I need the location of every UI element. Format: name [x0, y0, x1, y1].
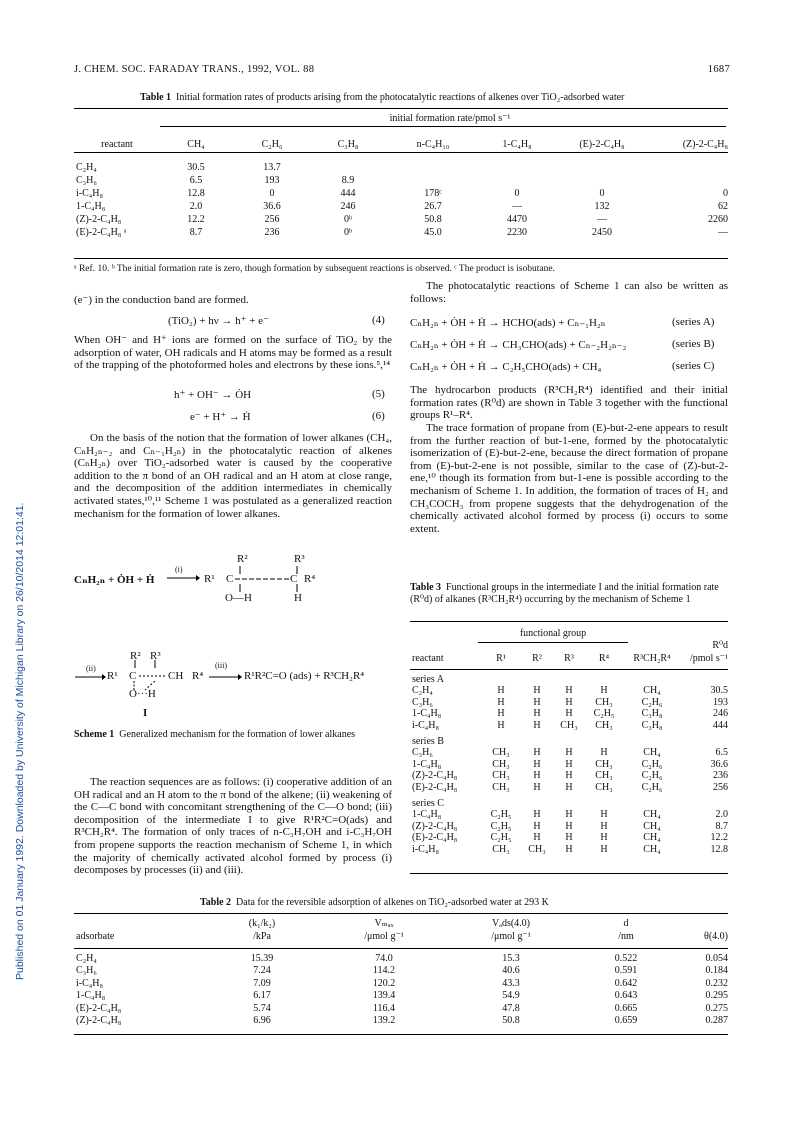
table3-row: [410, 708, 730, 720]
table2-cell: 0.295: [705, 990, 728, 1002]
table3-cell: H: [600, 843, 608, 855]
table2-header: adsorbate: [76, 930, 115, 942]
table1-cell: 444: [340, 188, 356, 199]
table3-cell: H: [533, 685, 541, 697]
scheme-r3: R³: [294, 553, 305, 565]
table3-cell: 256: [713, 781, 728, 793]
table1-cell: 2450: [592, 227, 612, 238]
table3-cell: CH₃: [492, 758, 510, 770]
table1-cell: 236: [264, 227, 280, 238]
table1-cell: —: [718, 227, 728, 238]
table3-series-label: series A: [412, 673, 444, 685]
table2-header: /kPa: [253, 930, 271, 942]
table3-cell: H: [600, 809, 608, 821]
table2-header-top: d: [623, 918, 629, 929]
table3-cell: H: [533, 820, 541, 832]
table2-row: [74, 990, 730, 1003]
table1-col-reactant: reactant: [101, 138, 133, 150]
table3-col-header: R³CH₂R⁴: [633, 652, 671, 664]
table2-row: [74, 952, 730, 965]
table3-cell: H: [533, 781, 541, 793]
scheme-c-b: C: [129, 670, 137, 682]
table3-cell: H: [533, 832, 541, 844]
table3-cell: H: [497, 719, 505, 731]
table3-cell: H: [533, 708, 541, 720]
table2-cell: 7.24: [253, 965, 271, 977]
table3-row: [410, 747, 730, 759]
table3-cell: 30.5: [710, 685, 728, 697]
table2-cell: 116.4: [372, 1002, 396, 1014]
table3-cell: 444: [713, 719, 728, 731]
page-number: 1687: [707, 64, 730, 75]
table3-cell: CH₄: [643, 820, 661, 832]
table3-cell: CH₄: [643, 809, 661, 821]
scheme-oh-b: O···H: [129, 688, 156, 700]
table3-cell: CH₃: [595, 781, 613, 793]
download-watermark-text: Published on 01 January 1992. Downloaded by University of Michigan Library on 26/10/2014 12:01:41.: [14, 502, 26, 980]
series-b-label: (series B): [672, 338, 715, 350]
table2-row: [74, 1002, 730, 1015]
table1-cell: 13.7: [263, 162, 281, 173]
table3-cell: 6.5: [715, 747, 728, 759]
table3-cell: 246: [713, 708, 728, 720]
table1-col-header: C₂H₆: [261, 138, 283, 150]
table2-cell: 0.522: [614, 952, 638, 964]
table3-col-rate-unit: /pmol s⁻¹: [689, 652, 728, 664]
scheme-step-iii: (iii): [215, 661, 227, 670]
table2-cell: 0.054: [705, 952, 728, 964]
table2-header-top: Vₐds(4.0): [491, 918, 530, 929]
table3-cell: C₂H₅: [490, 820, 512, 832]
table3-cell: CH₃: [595, 758, 613, 770]
table3-cell: C₃H₈: [641, 708, 663, 720]
table1-cell: 132: [594, 201, 610, 212]
table1-cell: 36.6: [263, 201, 281, 212]
table3-cell: H: [533, 747, 541, 759]
table2-cell: (E)-2-C₄H₈: [76, 1002, 122, 1014]
table3-col-header: R²: [532, 652, 542, 664]
table3-cell: CH₃: [492, 781, 510, 793]
scheme-step-i: (i): [175, 565, 183, 574]
table1-reactant-cell: (Z)-2-C₄H₈: [76, 214, 122, 225]
table2-cell: 0.642: [614, 977, 638, 989]
table3-span-header: functional group: [519, 628, 587, 639]
table2-cell: C₂H₄: [76, 952, 97, 964]
table2-row: [74, 977, 730, 990]
table3-row: [410, 821, 730, 833]
table3-col-header: R³: [564, 652, 574, 664]
table1-col-header: (E)-2-C₄H₈: [579, 138, 625, 150]
table3-col-reactant: reactant: [412, 652, 444, 664]
table2-header: /μmol g⁻¹: [491, 930, 531, 942]
table3-cell: H: [533, 809, 541, 821]
table3-cell: (Z)-2-C₄H₈: [412, 820, 458, 832]
table1-caption-text: Initial formation rates of products arising from the photocatalytic reactions of alkenes over TiO₂-adsorbed water: [176, 92, 625, 103]
left-para-3: On the basis of the notion that the formation of lower alkanes (CH₄, CₙH₂ₙ₋₂ and Cₙ₋₁H₂ₙ) in the photocatalytic reaction of alkenes (CₙH₂ₙ) over TiO₂-adsorbed water is caused by the cooperative addition to the π bond of an OH radical and an H atom at close range, and the decomposition of the addition intermediates in chemically activated states,¹⁰,¹¹ Scheme 1 was postulated as a generalized reaction mechanism for the formation of lower alkanes.: [74, 432, 392, 520]
table3-cell: C₂H₅: [593, 708, 615, 720]
table3-cell: H: [565, 758, 573, 770]
download-watermark: [2, 110, 26, 990]
table3-cell: C₂H₆: [641, 781, 663, 793]
table3-row: [410, 759, 730, 771]
table1-row: [74, 226, 730, 239]
table2-cell: 50.8: [502, 1015, 520, 1027]
table3-cell: 36.6: [710, 758, 728, 770]
table1-cell: 45.0: [424, 227, 442, 238]
table1-cell: [384, 161, 482, 174]
table3-cell: 12.2: [710, 832, 728, 844]
scheme-intermediate: I: [143, 707, 148, 719]
equation-4-number: (4): [372, 314, 385, 326]
table1-cell: [652, 174, 730, 187]
equation-5-number: (5): [372, 388, 385, 400]
table2-cell: 1-C₄H₈: [76, 990, 106, 1002]
table3-row: [410, 685, 730, 697]
table3-row: [410, 809, 730, 821]
table3-caption: [410, 582, 728, 606]
table3-cell: CH₄: [643, 685, 661, 697]
table1-cell: 0: [723, 188, 728, 199]
table3-cell: 2.0: [715, 809, 728, 821]
scheme-r2: R²: [237, 553, 248, 565]
scheme-caption: [74, 729, 392, 741]
table3-cell: H: [565, 696, 573, 708]
table3-col-header: R⁴: [598, 652, 610, 664]
table3-cell: C₂H₄: [412, 685, 433, 697]
table3-cell: C₂H₆: [641, 758, 663, 770]
table3-cell: H: [497, 685, 505, 697]
table3-col-header: R¹: [496, 652, 506, 664]
table1-cell: [482, 174, 552, 187]
table3-cell: CH₃: [492, 843, 510, 855]
table3-cell: (Z)-2-C₄H₈: [412, 770, 458, 782]
table3-cell: 1-C₄H₈: [412, 758, 442, 770]
table3-cell: H: [533, 719, 541, 731]
table2-header-top: Vₘₐₓ: [374, 918, 394, 929]
table1-cell: 2.0: [189, 201, 203, 212]
table3-label: Table 3: [410, 582, 442, 593]
table2-label: Table 2: [200, 897, 232, 908]
table3-row: [410, 720, 730, 732]
table2-cell: i-C₄H₈: [76, 977, 103, 989]
table3-cell: H: [533, 696, 541, 708]
table3-cell: H: [565, 747, 573, 759]
table3-cell: CH₄: [643, 747, 661, 759]
table3-cell: i-C₄H₈: [412, 719, 439, 731]
table1-cell: 246: [340, 201, 356, 212]
table3-cell: C₂H₆: [641, 770, 663, 782]
table3-cell: CH₃: [492, 770, 510, 782]
table3-series-label: series C: [412, 797, 444, 809]
table2-cell: (Z)-2-C₄H₈: [76, 1015, 122, 1027]
table1-cell: 178ᶜ: [424, 188, 442, 199]
table1-cell: 4470: [507, 214, 527, 225]
table3-cell: C₃H₈: [641, 719, 663, 731]
table2-cell: 6.96: [253, 1015, 271, 1027]
table3-cell: CH₄: [643, 832, 661, 844]
scheme-label: Scheme 1: [74, 729, 115, 740]
table3-cell: H: [565, 770, 573, 782]
table2-cell: 6.17: [253, 990, 271, 1002]
table1-col-header: CH₄: [187, 138, 205, 150]
table1-reactant-cell: i-C₄H₈: [76, 188, 103, 199]
table2-cell: 47.8: [502, 1002, 520, 1014]
table1-cell: 50.8: [424, 214, 442, 225]
table3-cell: H: [600, 685, 608, 697]
table1-row: [74, 174, 730, 187]
equation-6-number: (6): [372, 410, 385, 422]
table3-cell: H: [497, 708, 505, 720]
table3-cell: H: [565, 809, 573, 821]
table2-cell: 114.2: [372, 965, 396, 977]
scheme-arrow-iii: [208, 672, 242, 682]
scheme-step-ii: (ii): [86, 664, 96, 673]
table3-cell: H: [565, 781, 573, 793]
table3: [410, 651, 730, 855]
table1-footnote: ᵃ Ref. 10. ᵇ The initial formation rate is zero, though formation by subsequent reactions is observed. ᶜ The product is isobutane.: [74, 264, 555, 274]
table2-cell: 0.659: [614, 1015, 638, 1027]
table3-cell: CH₃: [492, 747, 510, 759]
table2-cell: 0.643: [614, 990, 638, 1002]
table3-cell: 1-C₄H₈: [412, 809, 442, 821]
table2-cell: 0.275: [705, 1002, 728, 1014]
table2-caption-text: Data for the reversible adsorption of alkenes on TiO₂-adsorbed water at 293 K: [236, 897, 549, 908]
table1-cell: 0: [269, 188, 275, 199]
table1-row: [74, 161, 730, 174]
scheme-r4: R⁴: [304, 573, 316, 585]
table3-cell: H: [600, 832, 608, 844]
table1-cell: [312, 161, 384, 174]
scheme-r1-b: R¹: [107, 670, 118, 682]
table3-cell: C₂H₅: [490, 809, 512, 821]
table2-cell: 0.287: [705, 1015, 728, 1027]
table2-cell: 43.3: [502, 977, 520, 989]
scheme-reactants: CₙH₂ₙ + ȮH + Ḣ: [74, 574, 155, 586]
table2-cell: 0.232: [705, 977, 728, 989]
table1-row: [74, 213, 730, 226]
table1-col-header: (Z)-2-C₄H₈: [682, 138, 728, 150]
table1-col-header: n-C₄H₁₀: [416, 138, 450, 150]
table2-cell: 5.74: [253, 1002, 271, 1014]
table3-cell: C₃H₆: [412, 696, 433, 708]
scheme-caption-text: Generalized mechanism for the formation of lower alkanes: [119, 729, 356, 740]
table3-row: [410, 697, 730, 709]
table3-cell: (E)-2-C₄H₈: [412, 832, 458, 844]
right-para-2: The hydrocarbon products (R³CH₂R⁴) identified and their initial formation rates (R⁰d) are shown in Table 3 together with the functional groups R¹–R⁴.: [410, 384, 728, 422]
table2-cell: 139.4: [372, 990, 396, 1002]
table3-cell: i-C₄H₈: [412, 843, 439, 855]
table1-row: [74, 187, 730, 200]
table3-cell: H: [600, 747, 608, 759]
table3-cell: CH₃: [595, 696, 613, 708]
scheme-c2: C: [290, 573, 298, 585]
table2-cell: 40.6: [502, 965, 520, 977]
equation-6: e⁻ + H⁺ → Ḣ: [190, 411, 251, 423]
table1-cell: —: [512, 201, 522, 212]
table3-cell: C₂H₅: [490, 832, 512, 844]
table3-caption-text: Functional groups in the intermediate I and the initial formation rate (R⁰d) of alkanes (R³CH₂R⁴) occurring by the mechanism of Scheme 1: [410, 582, 719, 605]
table3-cell: C₃H₆: [412, 747, 433, 759]
table3-cell: H: [565, 832, 573, 844]
table1-cell: 0ᵇ: [343, 214, 353, 225]
table2-header: θ(4.0): [704, 930, 728, 942]
table3-cell: CH₄: [643, 843, 661, 855]
table1-cell: 2230: [507, 227, 527, 238]
table1-row: [74, 200, 730, 213]
scheme-r2-b: R²: [130, 650, 141, 662]
table3-cell: CH₃: [528, 843, 546, 855]
scheme-c1: C: [226, 573, 234, 585]
table2-caption: [200, 897, 720, 908]
table3-cell: CH₃: [595, 770, 613, 782]
table1-col-header: 1-C₄H₈: [502, 138, 532, 150]
table1-cell: 256: [264, 214, 280, 225]
table1-cell: 2260: [708, 214, 728, 225]
table3-cell: C₂H₆: [641, 696, 663, 708]
table1-caption: [140, 92, 720, 103]
table2: [74, 918, 730, 1027]
table3-series-label: series B: [412, 735, 444, 747]
table2-cell: 0.591: [614, 965, 638, 977]
table3-cell: H: [565, 708, 573, 720]
table1-reactant-cell: C₃H₆: [76, 175, 97, 186]
table1-reactant-cell: (E)-2-C₄H₈ ᵃ: [76, 227, 127, 238]
table1-label: Table 1: [140, 92, 172, 103]
equation-5: h⁺ + OH⁻ → ȮH: [174, 389, 252, 401]
table1-cell: —: [597, 214, 607, 225]
table1-cell: 30.5: [187, 162, 205, 173]
table3-cell: 1-C₄H₈: [412, 708, 442, 720]
table3-cell: CH₃: [595, 719, 613, 731]
series-a-label: (series A): [672, 316, 715, 328]
table1-cell: 0: [599, 188, 605, 199]
table1: [74, 136, 730, 239]
table1-cell: [652, 161, 730, 174]
table1-cell: 62: [718, 201, 728, 212]
table1-cell: 12.8: [187, 188, 205, 199]
scheme-arrow-i: [166, 572, 200, 582]
table1-cell: [384, 174, 482, 187]
table3-cell: H: [533, 758, 541, 770]
table3-row: [410, 782, 730, 794]
right-para-1: The photocatalytic reactions of Scheme 1 can also be written as follows:: [410, 280, 728, 305]
table1-cell: 8.9: [341, 175, 355, 186]
table1-cell: 8.7: [189, 227, 203, 238]
table2-header: /μmol g⁻¹: [364, 930, 404, 942]
table3-row: [410, 770, 730, 782]
table1-col-header: C₃H₈: [337, 138, 359, 150]
table2-cell: 74.0: [375, 952, 393, 964]
scheme-products: R¹R²C=O (ads) + R³CH₂R⁴: [244, 670, 365, 682]
table2-cell: 15.3: [502, 952, 520, 964]
table3-cell: 193: [713, 696, 728, 708]
table1-cell: 0ᵇ: [343, 227, 353, 238]
left-para-4: The reaction sequences are as follows: (i) cooperative addition of an OH radical and an H atom to the π bond of the alkene; (ii) weakening of the C—C bond with concomitant strengthening of the C—O bond; (iii) decomposition of the intermediate I to give R¹R²C=O(ads) and R³CH₂R⁴. The formation of only traces of n-C₃H₇OH and i-C₃H₇OH from propene supports the reaction mechanism of Scheme 1, in which the majority of chemically activated alcohol formed by process (i) decomposes by processes (ii) and (iii).: [74, 776, 392, 877]
table3-cell: CH₃: [560, 719, 578, 731]
scheme-r3-b: R³: [150, 650, 161, 662]
scheme-h: H: [294, 592, 302, 604]
table2-cell: 120.2: [372, 977, 396, 989]
table3-cell: 12.8: [710, 843, 728, 855]
table2-cell: 7.09: [253, 977, 271, 989]
left-para-2: When OH⁻ and H⁺ ions are formed on the surface of TiO₂ by the adsorption of water, OH radicals and H atoms may be formed as a result of the trapping of the photoformed holes and electrons by these ions.⁵,¹⁴: [74, 334, 392, 372]
scheme-ch: CH: [168, 670, 184, 682]
table2-cell: 0.184: [705, 965, 728, 977]
scheme-r4-b: R⁴: [192, 670, 204, 682]
table3-row: [410, 832, 730, 844]
table2-row: [74, 965, 730, 978]
table3-cell: H: [565, 820, 573, 832]
table2-cell: 0.665: [614, 1002, 638, 1014]
table3-cell: (E)-2-C₄H₈: [412, 781, 458, 793]
table2-header-top: (k₁/k₂): [248, 918, 276, 929]
table2-header: /nm: [618, 930, 634, 942]
table3-cell: H: [533, 770, 541, 782]
left-para-1: (e⁻) in the conduction band are formed.: [74, 294, 249, 306]
table3-col-rate-symbol: R⁰d: [712, 640, 728, 651]
table1-cell: [482, 161, 552, 174]
table3-cell: H: [497, 696, 505, 708]
table1-cell: 0: [514, 188, 520, 199]
series-b-equation: CₙH₂ₙ + ȮH + Ḣ → CH₃CHO(ads) + Cₙ₋₂H₂ₙ₋₂: [410, 339, 627, 351]
table2-cell: 54.9: [502, 990, 520, 1002]
table3-cell: H: [565, 685, 573, 697]
table1-cell: 193: [264, 175, 280, 186]
table1-cell: 6.5: [189, 175, 203, 186]
scheme-arrow-ii: [74, 672, 106, 682]
table1-cell: 26.7: [424, 201, 442, 212]
table3-cell: H: [600, 820, 608, 832]
right-para-3: The trace formation of propane from (E)-but-2-ene appears to result from the further reaction of but-1-ene, formed by the photocatalytic isomerization of (E)-but-2-ene, because the direct formation of propane from (E)-but-2-ene is not possible, similar to the case of (Z)-but-2-ene,¹⁰ though its formation from but-1-ene is possible according to the mechanism of Scheme 1. In addition, the formation of traces of H₂ and CH₃COCH₃ from propene suggests that the dehydrogenation of the chemically activated alcohol formed by process (i) occurs to some extent.: [410, 422, 728, 535]
table3-cell: 236: [713, 770, 728, 782]
table1-span-header: initial formation rate/pmol s⁻¹: [389, 113, 511, 124]
table1-cell: [552, 161, 652, 174]
equation-4: (TiO₂) + hν → h⁺ + e⁻: [168, 315, 269, 327]
table1-reactant-cell: 1-C₄H₈: [76, 201, 106, 212]
table1-cell: 12.2: [187, 214, 205, 225]
series-c-label: (series C): [672, 360, 715, 372]
series-a-equation: CₙH₂ₙ + ȮH + Ḣ → HCHO(ads) + Cₙ₋₁H₂ₙ: [410, 317, 606, 329]
table2-row: [74, 1015, 730, 1028]
table2-cell: 139.2: [372, 1015, 396, 1027]
scheme-r1: R¹: [204, 573, 215, 585]
table3-cell: 8.7: [715, 820, 728, 832]
table3-cell: H: [565, 843, 573, 855]
table1-reactant-cell: C₂H₄: [76, 162, 97, 173]
scheme-oh: O—H: [225, 592, 252, 604]
table1-cell: [552, 174, 652, 187]
table3-row: [410, 844, 730, 856]
table2-cell: C₃H₆: [76, 965, 97, 977]
series-c-equation: CₙH₂ₙ + ȮH + Ḣ → C₂H₅CHO(ads) + CH₄: [410, 361, 602, 373]
table2-cell: 15.39: [250, 952, 274, 964]
journal-header: J. CHEM. SOC. FARADAY TRANS., 1992, VOL. 88: [74, 64, 315, 75]
